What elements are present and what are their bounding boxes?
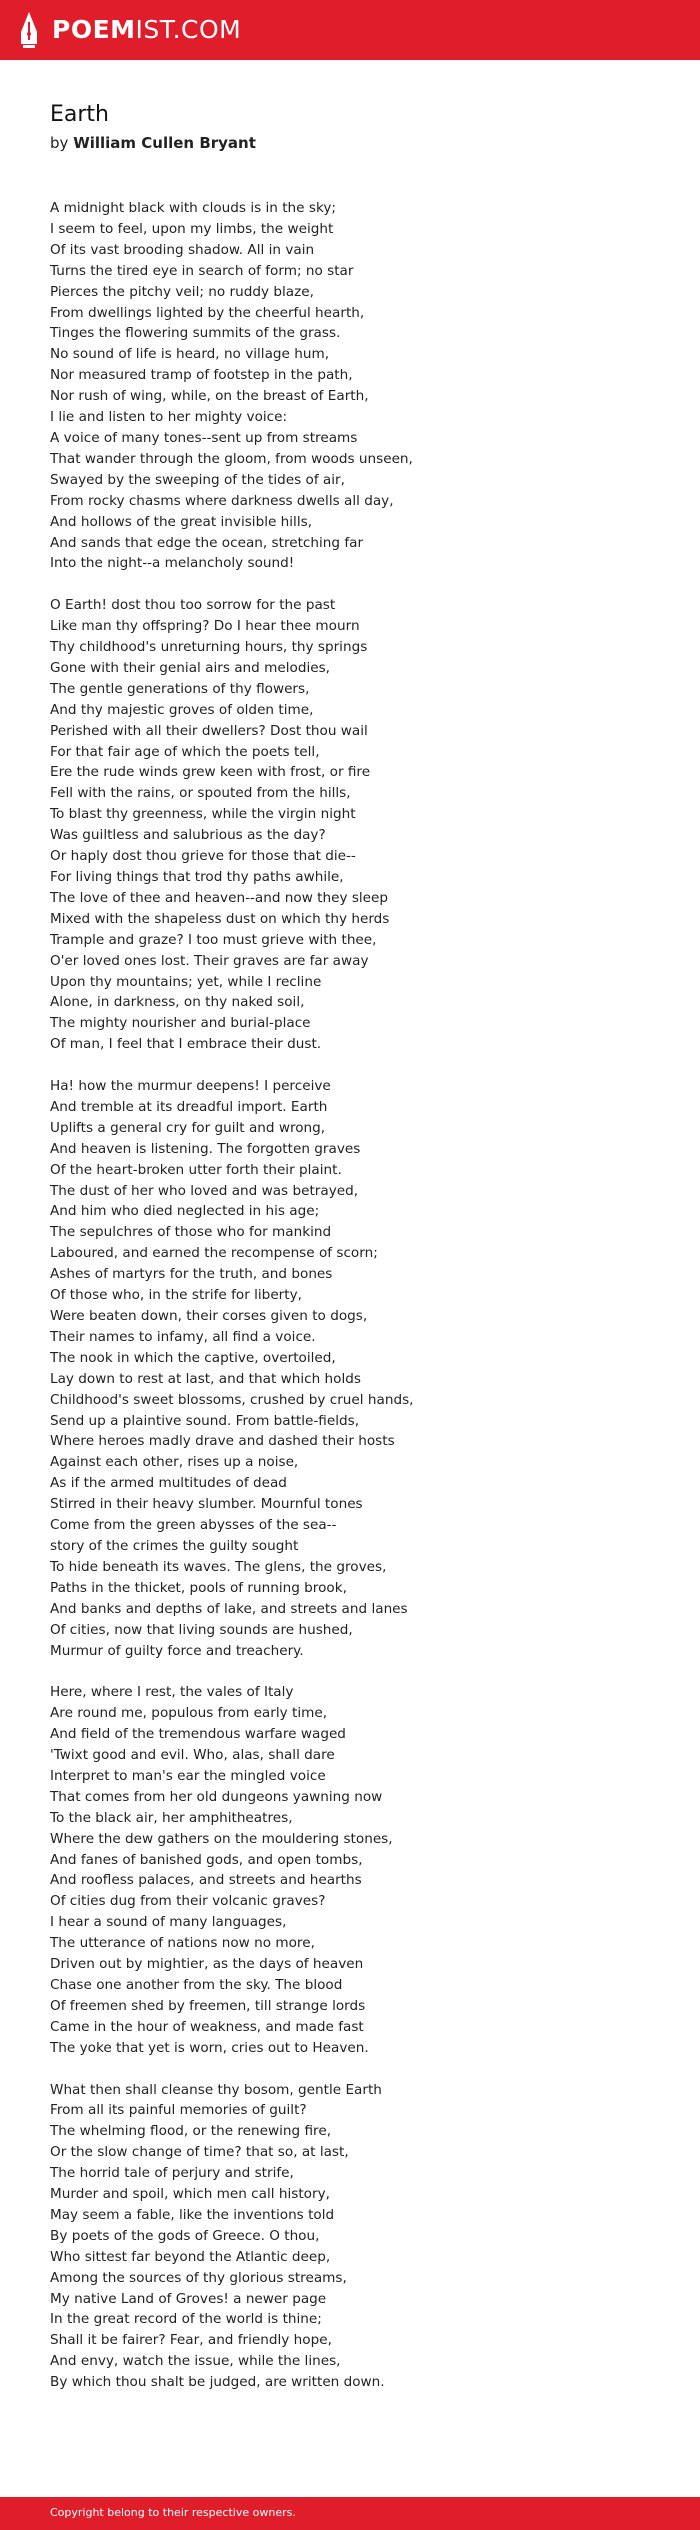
poem-line: And him who died neglected in his age; [50,1203,320,1220]
poem-line: The horrid tale of perjury and strife, [50,2165,294,2182]
poem-line: Murmur of guilty force and treachery. [50,1642,304,1659]
poem-line: Nor measured tramp of footstep in the path, [50,367,353,384]
poem-line: Where the dew gathers on the mouldering stones, [50,1830,393,1847]
poem-line: O Earth! dost thou too sorrow for the past [50,597,336,614]
site-logo[interactable] [18,10,241,50]
poem-line: And hollows of the great invisible hills, [50,513,313,530]
poem-line: Perished with all their dwellers? Dost thou wail [50,722,368,739]
poem-line: Where heroes madly drave and dashed their hosts [50,1433,395,1450]
poem-line: Of those who, in the strife for liberty, [50,1287,302,1304]
poem-line: In the great record of the world is thine; [50,2311,322,2328]
poem-line: Their names to infamy, all find a voice. [50,1328,316,1345]
poem-line: Interpret to man's ear the mingled voice [50,1767,326,1784]
poem-line: Upon thy mountains; yet, while I recline [50,973,322,990]
poem-line: Came in the hour of weakness, and made fast [50,2018,364,2035]
poem-line: Were beaten down, their corses given to dogs, [50,1308,368,1324]
poem-line: The whelming flood, or the renewing fire, [50,2123,332,2140]
poem-line: And tremble at its dreadful import. Earth [50,1098,328,1115]
poem-line: Uplifts a general cry for guilt and wrong, [50,1119,326,1136]
poem-line: story of the crimes the guilty sought [50,1537,299,1554]
by-label: by [50,134,69,152]
poem-line: The dust of her who loved and was betrayed, [50,1182,359,1199]
poem-line: Alone, in darkness, on thy naked soil, [50,994,305,1011]
poem-line: Ha! how the murmur deepens! I perceive [50,1078,331,1095]
poem-line: Come from the green abysses of the sea-- [50,1517,337,1534]
poem-line: Of cities dug from their volcanic graves? [50,1893,326,1910]
poem-line: Lay down to rest at last, and that which holds [50,1370,361,1387]
author-name[interactable]: William Cullen Bryant [73,134,256,152]
poem-line: I lie and listen to her mighty voice: [50,409,288,426]
poem-line: By which thou shalt be judged, are written down. [50,2374,385,2391]
poem-line: Laboured, and earned the recompense of scorn; [50,1245,378,1262]
poem-line: Send up a plaintive sound. From battle-fields, [50,1412,360,1429]
stanza [50,1682,650,2058]
poem-line: Like man thy offspring? Do I hear thee mourn [50,618,360,635]
poem-line: And heaven is listening. The forgotten graves [50,1140,361,1157]
footer-bar [0,2497,700,2530]
poem-line: Of cities, now that living sounds are hushed, [50,1621,353,1638]
poem-line: Of its vast brooding shadow. All in vain [50,241,315,258]
poem-line: Fell with the rains, or spouted from the hills, [50,785,351,802]
logo-text-light: IST.COM [135,15,242,44]
stanza [50,595,650,1055]
stanza [50,1076,650,1661]
poem-line: My native Land of Groves! a newer page [50,2290,327,2307]
poem-line: No sound of life is heard, no village hum, [50,346,330,363]
poem-line: Was guiltless and salubrious as the day? [50,827,326,844]
poem-line: Pierces the pitchy veil; no ruddy blaze, [50,283,314,300]
poem-line: That wander through the gloom, from woods unseen, [50,450,413,467]
poem-line: For living things that trod thy paths awhile, [50,868,344,885]
poem-line: Ashes of martyrs for the truth, and bones [50,1266,333,1283]
poem-line: Here, where I rest, the vales of Italy [50,1684,294,1701]
poem-line: As if the armed multitudes of dead [50,1475,287,1492]
logo-text [52,10,241,50]
poem-line: Tinges the flowering summits of the grass. [50,325,341,342]
poem-line: The sepulchres of those who for mankind [50,1224,332,1241]
poem-line: To the black air, her amphitheatres, [50,1809,293,1826]
poem-line: Of man, I feel that I embrace their dust. [50,1036,322,1053]
poem-line: Nor rush of wing, while, on the breast of Earth, [50,388,369,405]
poem-line: And sands that edge the ocean, stretching far [50,534,364,551]
poem-line: O'er loved ones lost. Their graves are far away [50,952,369,969]
poem-line: Ere the rude winds grew keen with frost, or fire [50,764,371,781]
poem-line: The yoke that yet is worn, cries out to Heaven. [50,2039,369,2056]
copyright-text: Copyright belong to their respective owners. [50,2506,296,2519]
poem-line: Who sittest far beyond the Atlantic deep, [50,2248,331,2265]
poem-line: Chase one another from the sky. The blood [50,1976,343,1993]
poem-line: Shall it be fairer? Fear, and friendly hope, [50,2332,332,2349]
stanza [50,198,650,574]
poem-line: Paths in the thicket, pools of running brook, [50,1579,347,1596]
poem-line: Of the heart-broken utter forth their plaint. [50,1161,342,1178]
poem-line: To blast thy greenness, while the virgin night [50,806,356,823]
poem-line: And roofless palaces, and streets and hearths [50,1872,362,1889]
poem-line: May seem a fable, like the inventions told [50,2206,335,2223]
poem-line: And banks and depths of lake, and streets and lanes [50,1600,408,1617]
poem-line: The utterance of nations now no more, [50,1935,315,1952]
poem-line: Murder and spoil, which men call history, [50,2186,330,2203]
poem-line: The love of thee and heaven--and now they sleep [50,889,389,906]
poem-body [50,198,650,2393]
poem-line: 'Twixt good and evil. Who, alas, shall dare [50,1747,335,1764]
poem-line: Driven out by mightier, as the days of heaven [50,1956,364,1973]
poem-line: Against each other, rises up a noise, [50,1454,299,1471]
poem-line: What then shall cleanse thy bosom, gentle Earth [50,2081,382,2098]
poem-line: And envy, watch the issue, while the lines, [50,2353,341,2370]
header-bar [0,0,700,60]
poem-line: Swayed by the sweeping of the tides of air, [50,471,345,488]
poem-line: Stirred in their heavy slumber. Mournful tones [50,1496,363,1513]
poem-line: Thy childhood's unreturning hours, thy springs [50,639,368,656]
poem-line: Into the night--a melancholy sound! [50,555,295,572]
poem-line: From all its painful memories of guilt? [50,2102,307,2119]
poem-title: Earth [50,102,109,127]
poem-line: From dwellings lighted by the cheerful hearth, [50,304,365,321]
poem-line: Are round me, populous from early time, [50,1705,328,1722]
poem-line: Mixed with the shapeless dust on which thy herds [50,910,390,927]
poem-line: Among the sources of thy glorious streams, [50,2269,347,2286]
poem-line: Or the slow change of time? that so, at last, [50,2144,349,2161]
poem-line: Trample and graze? I too must grieve with thee, [50,931,377,948]
poem-line: To hide beneath its waves. The glens, the groves, [50,1558,387,1575]
poem-line: A voice of many tones--sent up from streams [50,429,358,446]
poem-line: Of freemen shed by freemen, till strange lords [50,1997,366,2014]
poem-content [50,100,650,2414]
poem-line: The gentle generations of thy flowers, [50,680,310,697]
stanza [50,2080,650,2394]
poem-line: From rocky chasms where darkness dwells all day, [50,492,394,509]
poem-line: Gone with their genial airs and melodies, [50,659,330,676]
poem-line: The mighty nourisher and burial-place [50,1015,311,1032]
poem-line: Turns the tired eye in search of form; no star [50,262,354,279]
logo-text-bold: POEM [52,15,136,44]
poem-line: The nook in which the captive, overtoiled, [50,1349,336,1366]
poem-byline [50,132,650,154]
poem-line: I seem to feel, upon my limbs, the weight [50,220,334,237]
poem-line: By poets of the gods of Greece. O thou, [50,2227,320,2244]
poem-line: That comes from her old dungeons yawning now [50,1788,383,1805]
poem-line: Or haply dost thou grieve for those that die-- [50,848,356,865]
poem-line: And fanes of banished gods, and open tombs, [50,1851,363,1868]
poem-line: I hear a sound of many languages, [50,1914,287,1931]
poem-line: Childhood's sweet blossoms, crushed by cruel hands, [50,1391,414,1408]
quill-icon [18,10,40,50]
poem-line: A midnight black with clouds is in the sky; [50,200,336,216]
poem-line: For that fair age of which the poets tell, [50,743,320,760]
poem-line: And thy majestic groves of olden time, [50,701,314,718]
poem-line: And field of the tremendous warfare waged [50,1726,346,1743]
